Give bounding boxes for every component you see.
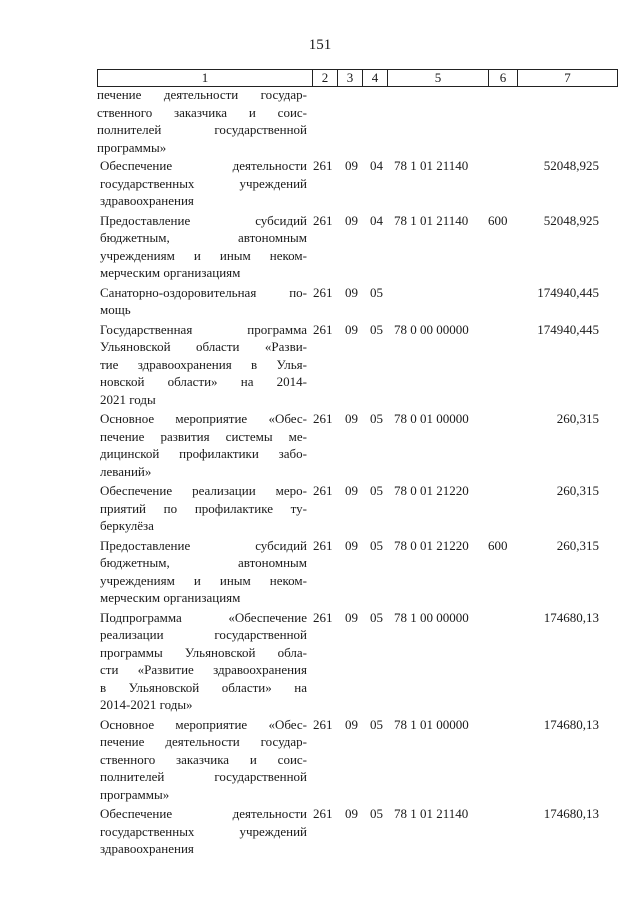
row-admin-code: 261 [313, 716, 333, 732]
row-description-line: учреждениям и иным неком- [100, 572, 307, 588]
row-section-code: 09 [345, 411, 358, 426]
row-description-line: сти «Развитие здравоохранения [100, 662, 307, 677]
row-section-code: 09 [345, 212, 358, 228]
row-subsection-code: 05 [370, 537, 383, 553]
row-description-line: реализации государственной [100, 627, 307, 642]
row-target-code: 78 0 01 00000 [394, 411, 469, 426]
header-col-1: 1 [97, 69, 313, 87]
row-description-line: здравоохранения [100, 193, 194, 208]
row-target-code: 78 1 00 00000 [394, 609, 469, 625]
row-description-line: мерческим организациям [100, 590, 241, 605]
row-description-line: учреждениям и иным неком- [100, 247, 307, 263]
row-subsection-code: 04 [370, 212, 383, 228]
row-amount: 52048,925 [543, 212, 599, 228]
row-description-line: бюджетным, автономным [100, 230, 307, 245]
row-description [97, 321, 307, 409]
row-admin-code: 261 [313, 284, 333, 300]
row-section-code: 09 [345, 158, 358, 173]
row-subsection-code: 05 [370, 284, 383, 300]
row-subsection-code: 05 [370, 806, 383, 821]
row-description-line: Основное мероприятие «Обес- [100, 411, 307, 426]
row-description-line: государственных учреждений [100, 175, 307, 191]
row-target-code: 78 1 01 21140 [394, 806, 469, 821]
row-description [97, 284, 307, 319]
row-description-line: печение деятельности государ- [97, 87, 307, 102]
row-admin-code: 261 [313, 483, 333, 498]
row-admin-code: 261 [313, 806, 333, 821]
row-description [97, 537, 307, 607]
row-description [97, 482, 307, 535]
row-description-line: Санаторно-оздоровительная по- [100, 284, 307, 300]
row-description [97, 805, 307, 858]
row-description-line: бюджетным, автономным [100, 555, 307, 570]
row-section-code: 09 [345, 716, 358, 732]
row-description-line: в Ульяновской области» на [100, 679, 307, 695]
row-subsection-code: 05 [370, 411, 383, 426]
row-amount: 52048,925 [543, 158, 599, 173]
row-admin-code: 261 [313, 212, 333, 228]
row-description [97, 157, 307, 210]
row-section-code: 09 [345, 284, 358, 300]
row-description-line: Обеспечение деятельности [100, 806, 307, 821]
row-description [97, 86, 307, 156]
row-amount: 260,315 [556, 411, 599, 426]
row-description [97, 410, 307, 480]
row-description-line: мощь [100, 302, 131, 317]
row-amount: 174940,445 [537, 321, 599, 337]
row-description-line: мерческим организациям [100, 265, 241, 280]
row-description-line: полнителей государственной [97, 122, 307, 137]
row-amount: 260,315 [556, 483, 599, 498]
row-description-line: Государственная программа [100, 321, 307, 337]
row-description-line: здравоохранения [100, 841, 194, 856]
row-section-code: 09 [345, 537, 358, 553]
row-section-code: 09 [345, 483, 358, 498]
row-subsection-code: 05 [370, 321, 383, 337]
row-subsection-code: 05 [370, 609, 383, 625]
row-description-line: программы» [100, 786, 170, 802]
row-description-line: Предоставление субсидий [100, 537, 307, 553]
row-target-code: 78 0 01 21220 [394, 537, 469, 553]
row-description-line: новской области» на 2014- [100, 374, 307, 389]
row-description-line: леваний» [100, 463, 152, 479]
row-description-line: 2021 годы [100, 391, 156, 407]
row-description-line: ственного заказчика и соис- [97, 104, 307, 120]
row-subsection-code: 05 [370, 716, 383, 732]
row-section-code: 09 [345, 806, 358, 821]
row-description-line: программы Ульяновской обла- [100, 644, 307, 660]
row-description-line: печение деятельности государ- [100, 734, 307, 749]
row-description-line: 2014-2021 годы» [100, 697, 193, 712]
row-description-line: дицинской профилактики забо- [100, 446, 307, 461]
row-description-line: полнителей государственной [100, 769, 307, 784]
row-section-code: 09 [345, 321, 358, 337]
row-admin-code: 261 [313, 537, 333, 553]
row-description-line: государственных учреждений [100, 823, 307, 839]
row-description-line: Предоставление субсидий [100, 212, 307, 228]
page-number: 151 [308, 37, 332, 53]
header-col-5: 5 [387, 69, 489, 87]
row-amount: 174680,13 [543, 609, 599, 625]
row-target-code: 78 1 01 21140 [394, 158, 469, 173]
row-expense-type: 600 [488, 212, 508, 228]
header-col-7: 7 [517, 69, 618, 87]
row-description-line: Основное мероприятие «Обес- [100, 716, 307, 732]
row-description-line: программы» [97, 139, 167, 155]
row-description-line: печение развития системы ме- [100, 428, 307, 444]
row-section-code: 09 [345, 609, 358, 625]
row-description-line: приятий по профилактике ту- [100, 500, 307, 516]
row-description-line: ственного заказчика и соис- [100, 751, 307, 767]
row-amount: 174940,445 [537, 284, 599, 300]
row-description-line: Обеспечение реализации меро- [100, 483, 307, 498]
row-target-code: 78 1 01 00000 [394, 716, 469, 732]
header-col-6: 6 [488, 69, 518, 87]
header-col-3: 3 [337, 69, 363, 87]
row-description [97, 212, 307, 282]
row-description [97, 716, 307, 804]
row-admin-code: 261 [313, 609, 333, 625]
row-amount: 174680,13 [543, 806, 599, 821]
row-description-line: Ульяновской области «Разви- [100, 339, 307, 354]
header-col-2: 2 [312, 69, 338, 87]
row-description-line: беркулёза [100, 518, 154, 533]
row-admin-code: 261 [313, 411, 333, 426]
header-col-4: 4 [362, 69, 388, 87]
row-description-line: Подпрограмма «Обеспечение [100, 609, 307, 625]
row-target-code: 78 0 01 21220 [394, 483, 469, 498]
row-admin-code: 261 [313, 158, 333, 173]
row-expense-type: 600 [488, 537, 508, 553]
row-target-code: 78 0 00 00000 [394, 321, 469, 337]
row-amount: 260,315 [556, 537, 599, 553]
row-target-code: 78 1 01 21140 [394, 212, 469, 228]
row-subsection-code: 04 [370, 158, 383, 173]
row-subsection-code: 05 [370, 483, 383, 498]
row-description-line: тие здравоохранения в Улья- [100, 356, 307, 372]
row-description-line: Обеспечение деятельности [100, 158, 307, 173]
row-amount: 174680,13 [543, 716, 599, 732]
row-admin-code: 261 [313, 321, 333, 337]
row-description [97, 609, 307, 714]
